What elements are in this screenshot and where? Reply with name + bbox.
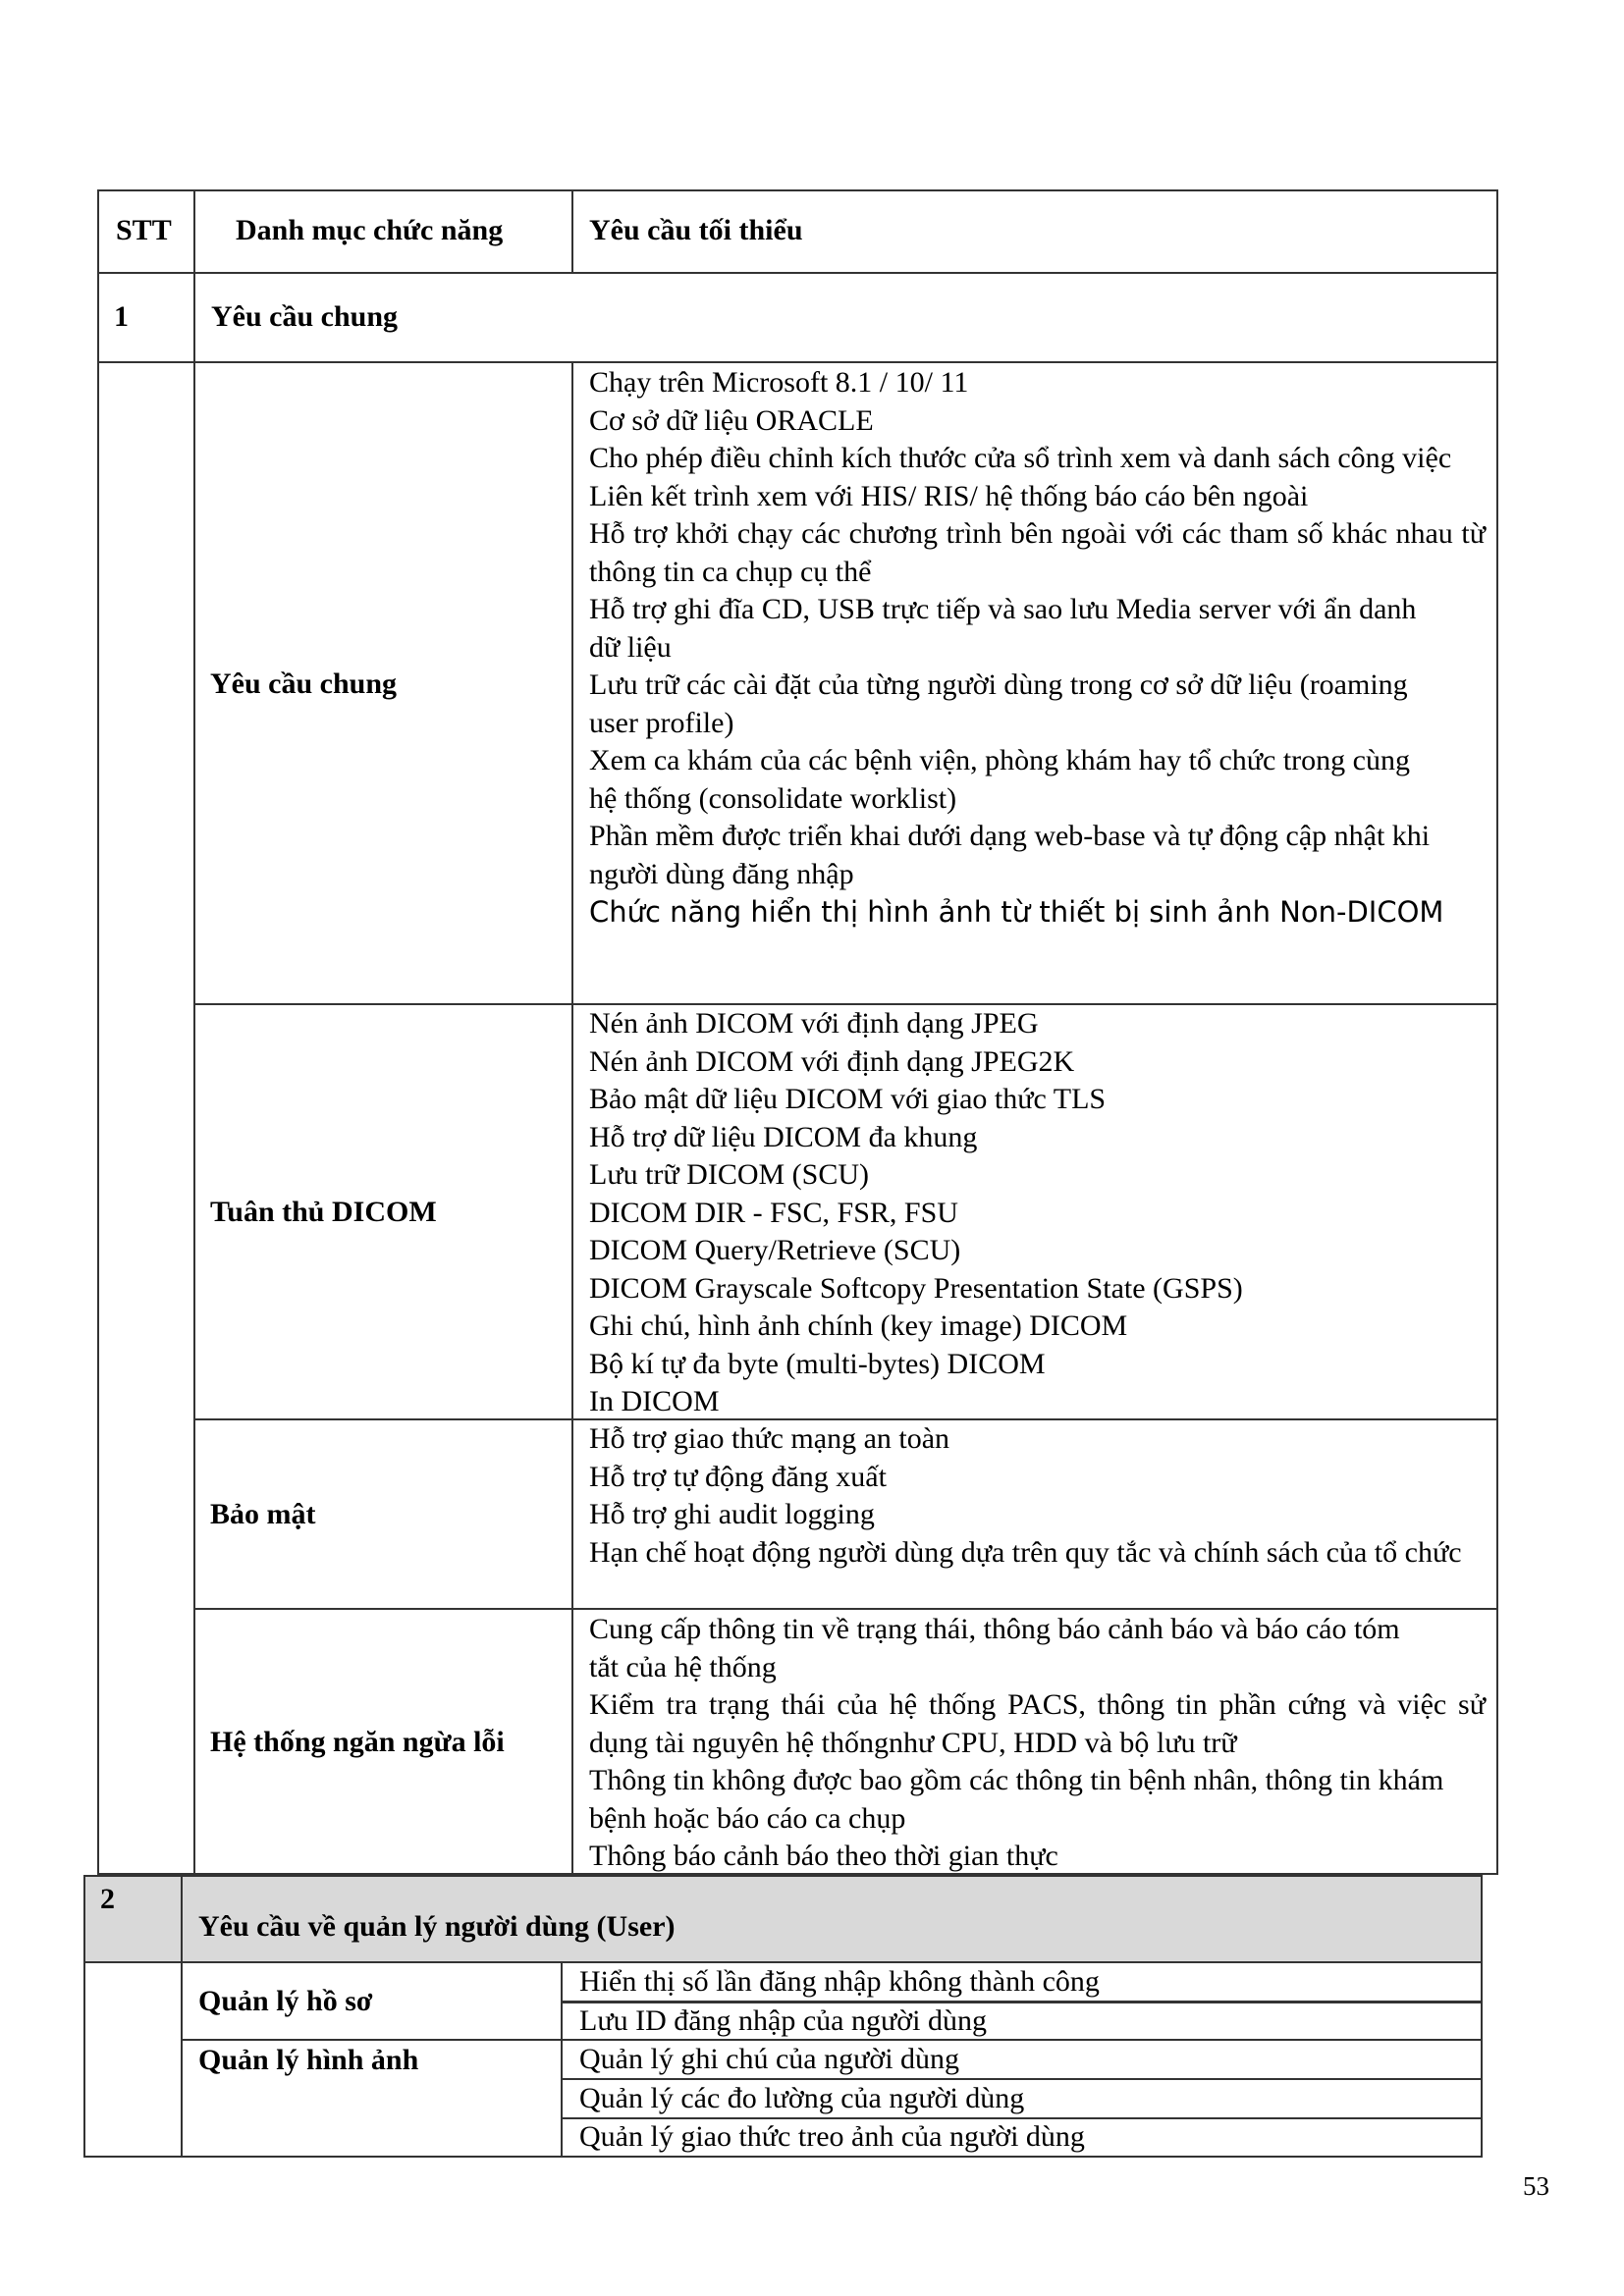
requirement-item: Chức năng hiển thị hình ảnh từ thiết bị sinh ảnh Non-DICOM [589, 895, 1444, 929]
section1-title: Yêu cầu chung [211, 300, 399, 333]
group-label: Tuân thủ DICOM [210, 1196, 437, 1228]
group-label: Quản lý hồ sơ [198, 1985, 373, 2017]
requirement-item: Hỗ trợ ghi audit logging [589, 1498, 875, 1530]
requirement-item: Hỗ trợ giao thức mạng an toàn [589, 1422, 950, 1455]
col-divider-1 [193, 189, 195, 1875]
requirement-item: Nén ảnh DICOM với định dạng JPEG [589, 1007, 1039, 1040]
requirement-item: Hỗ trợ tự động đăng xuất [589, 1460, 887, 1493]
requirement-item: Cung cấp thông tin về trạng thái, thông báo cảnh báo và báo cáo tóm tắt của hệ thống [589, 1613, 1400, 1683]
requirement-item: In DICOM [589, 1385, 720, 1417]
requirement-item: Thông tin không được bao gồm các thông tin bệnh nhân, thông tin khám bệnh hoặc báo cáo ca chụp [589, 1764, 1444, 1835]
table-border-left [97, 189, 99, 1875]
table2-col-divider-1 [181, 1875, 183, 2158]
page-number: 53 [1523, 2171, 1549, 2201]
section1-number: 1 [114, 300, 129, 333]
header-category: Danh mục chức năng [236, 214, 504, 246]
requirement-item: DICOM DIR - FSC, FSR, FSU [589, 1196, 958, 1229]
group-items [589, 1420, 1486, 1572]
col-divider-2 [571, 189, 573, 273]
requirement-item: Hạn chế hoạt động người dùng dựa trên quy tắc và chính sách của tổ chức [589, 1535, 1462, 1569]
table2-col-divider-2 [561, 1961, 563, 2158]
requirement-item: Bảo mật dữ liệu DICOM với giao thức TLS [589, 1083, 1107, 1115]
group-label: Yêu cầu chung [210, 667, 398, 700]
requirement-item: Hiển thị số lần đăng nhập không thành công [579, 1965, 1100, 1998]
group-items [589, 364, 1486, 931]
requirement-item: Lưu ID đăng nhập của người dùng [579, 2004, 987, 2037]
requirement-item: Nén ảnh DICOM với định dạng JPEG2K [589, 1044, 1075, 1078]
requirement-item: Cơ sở dữ liệu ORACLE [589, 403, 874, 437]
requirement-item: Kiểm tra trạng thái của hệ thống PACS, thông tin phần cứng và việc sử dụng tài nguyên hệ thốngnhư CPU, HDD và bộ lưu trữ [589, 1688, 1486, 1759]
header-stt: STT [116, 214, 172, 246]
group-items [589, 1005, 1486, 1421]
group-label: Bảo mật [210, 1498, 316, 1530]
group-label: Quản lý hình ảnh [198, 2044, 419, 2076]
table2-border-top [83, 1875, 1483, 1877]
table-border-top [97, 189, 1498, 191]
table2-border-right [1481, 1875, 1483, 2158]
requirement-item: Hỗ trợ dữ liệu DICOM đa khung [589, 1120, 978, 1153]
requirement-item: Lưu trữ DICOM (SCU) [589, 1158, 870, 1191]
requirement-item: DICOM Query/Retrieve (SCU) [589, 1234, 961, 1266]
table-border-right [1496, 189, 1498, 1875]
requirement-item: Xem ca khám của các bệnh viện, phòng khám hay tổ chức trong cùng hệ thống (consolidate worklist) [589, 744, 1410, 815]
group-items [589, 1611, 1486, 1876]
requirement-item: Cho phép điều chỉnh kích thước cửa sổ trình xem và danh sách công việc [589, 442, 1452, 474]
header-divider [97, 272, 1498, 274]
table2-border-left [83, 1875, 85, 2158]
requirement-item: DICOM Grayscale Softcopy Presentation State (GSPS) [589, 1271, 1243, 1305]
col-divider-2 [571, 361, 573, 1875]
requirement-item: Quản lý các đo lường của người dùng [579, 2082, 1025, 2114]
section2-title: Yêu cầu về quản lý người dùng (User) [198, 1910, 676, 1943]
requirement-item: Chạy trên Microsoft 8.1 / 10/ 11 [589, 366, 969, 399]
requirement-item: Liên kết trình xem với HIS/ RIS/ hệ thống báo cáo bên ngoài [589, 479, 1309, 512]
requirement-item: Hỗ trợ khởi chạy các chương trình bên ngoài với các tham số khác nhau từ thông tin ca chụp cụ thể [589, 517, 1486, 588]
header-requirement: Yêu cầu tối thiểu [589, 214, 803, 246]
table2-border-bottom [83, 2156, 1483, 2158]
requirement-item: Bộ kí tự đa byte (multi-bytes) DICOM [589, 1347, 1046, 1380]
requirement-item: Phần mềm được triển khai dưới dạng web-base và tự động cập nhật khi người dùng đăng nhập [589, 820, 1431, 890]
section2-number: 2 [100, 1883, 115, 1915]
requirement-item: Hỗ trợ ghi đĩa CD, USB trực tiếp và sao lưu Media server với ẩn danh dữ liệu [589, 593, 1417, 664]
requirement-item: Ghi chú, hình ảnh chính (key image) DICOM [589, 1309, 1128, 1342]
requirement-item: Lưu trữ các cài đặt của từng người dùng trong cơ sở dữ liệu (roaming user profile) [589, 668, 1408, 739]
group-label: Hệ thống ngăn ngừa lỗi [210, 1725, 505, 1758]
requirement-item: Quản lý ghi chú của người dùng [579, 2043, 960, 2075]
requirement-item: Quản lý giao thức treo ảnh của người dùng [579, 2120, 1085, 2153]
requirement-item: Thông báo cảnh báo theo thời gian thực [589, 1840, 1058, 1872]
